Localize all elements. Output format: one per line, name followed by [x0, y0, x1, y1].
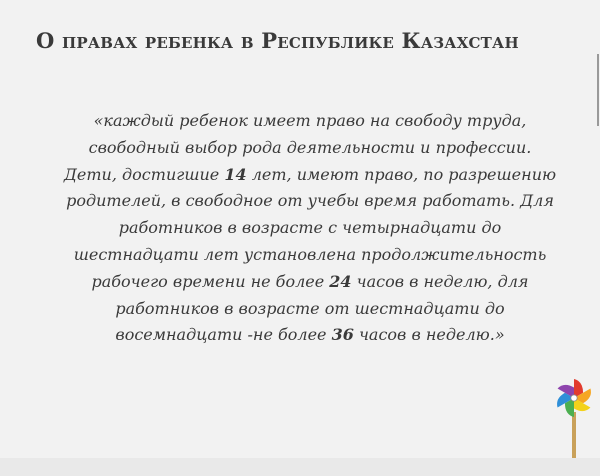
slide-title: О правах ребенка в Республике Казахстан	[36, 28, 519, 53]
pinwheel-icon	[552, 376, 596, 458]
quote-part-3: часов в неделю, для работников в возрасте от шестнадцати до восемнадцати -не более	[115, 271, 529, 345]
quote-text	[60, 108, 560, 349]
quote-part-2: лет, имеют право, по разрешению родителей, в свободное от учебы время работать. Для работников в возрасте с четырнадцати до шестнадцати лет установлена продолжительность рабочего времени не более	[66, 164, 557, 291]
age-14-value: 14	[224, 164, 247, 184]
quote-part-1: «каждый ребенок имеет право на свободу труда, свободный выбор рода деятельности и профессии. Дети, достигшие	[63, 111, 532, 184]
slide-edge-line	[597, 54, 599, 126]
hours-24-value: 24	[329, 271, 352, 291]
hours-36-value: 36	[331, 325, 354, 345]
quote-part-4: часов в неделю.»	[353, 325, 505, 345]
